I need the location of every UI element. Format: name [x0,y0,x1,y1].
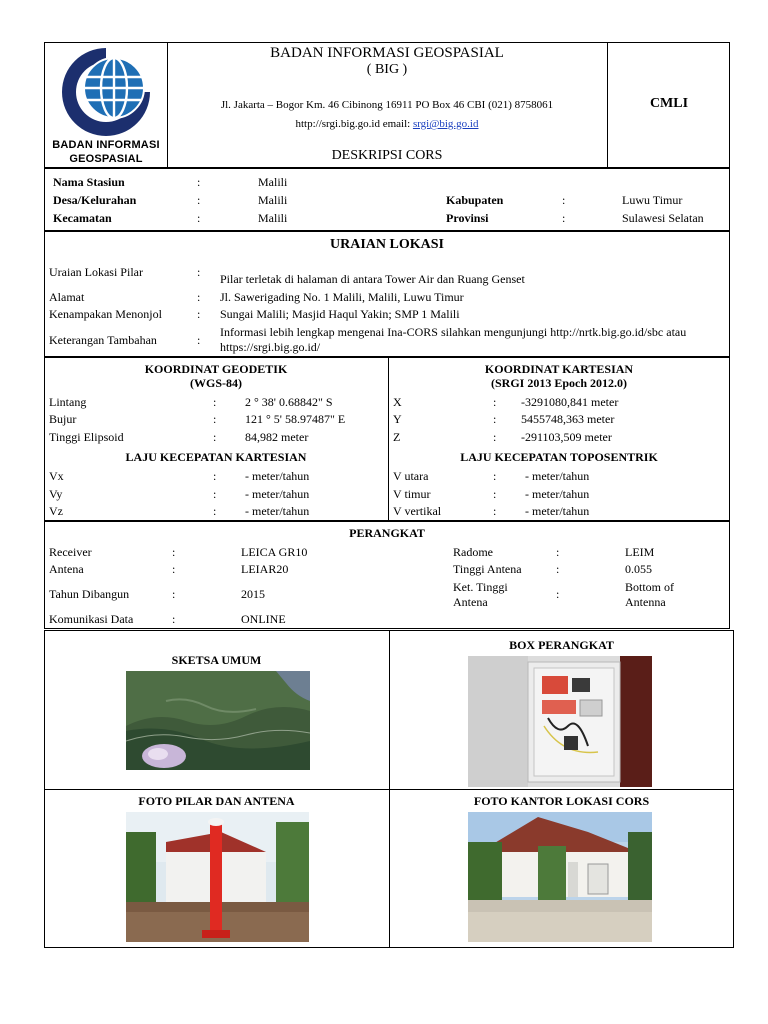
y-label: Y [393,412,402,426]
sep: : [172,587,176,601]
pilar-antena-image [126,812,309,942]
sep: : [197,175,201,189]
ket-tinggi-value-2: Antenna [625,595,666,609]
logo-line-1: BADAN INFORMASI [52,139,160,151]
vz-label: Vz [49,504,63,518]
desa-label: Desa/Kelurahan [53,193,137,207]
radome-value: LEIM [625,545,655,559]
box-title: BOX PERANGKAT [509,638,614,652]
org-name: BADAN INFORMASI GEOSPASIAL [270,45,504,61]
vv-label: V vertikal [393,504,442,518]
lintang-label: Lintang [49,395,87,409]
receiver-value: LEICA GR10 [241,545,308,559]
pilar-title: FOTO PILAR DAN ANTENA [138,794,295,808]
big-logo [48,44,164,166]
geodetik-title-1: KOORDINAT GEODETIK [144,362,288,376]
kenampakan-label: Kenampakan Menonjol [49,307,162,321]
alamat-label: Alamat [49,290,85,304]
prov-label: Provinsi [446,211,489,225]
prov-value: Sulawesi Selatan [622,211,704,225]
x-label: X [393,395,402,409]
bujur-label: Bujur [49,412,77,426]
alamat-value: Jl. Sawerigading No. 1 Malili, Malili, Luwu Timur [220,290,464,304]
vy-value: - meter/tahun [245,487,310,501]
laju-toposentrik-title: LAJU KECEPATAN TOPOSENTRIK [460,450,658,464]
photos-divider-h [44,789,734,790]
vu-value: - meter/tahun [525,469,590,483]
sep: : [556,545,560,559]
z-value: -291103,509 meter [521,430,612,444]
kec-value: Malili [258,211,288,225]
pilar-value: Pilar terletak di halaman di antara Tower Air dan Ruang Genset [220,272,525,286]
pilar-label: Uraian Lokasi Pilar [49,265,143,279]
sep: : [493,504,497,518]
sep: : [493,430,497,444]
tinggi-antena-label: Tinggi Antena [453,562,522,576]
desa-value: Malili [258,193,288,207]
kartesian-title-1: KOORDINAT KARTESIAN [484,362,634,376]
ket-tinggi-value-1: Bottom of [625,580,675,594]
sep: : [213,504,217,518]
laju-kartesian-title: LAJU KECEPATAN KARTESIAN [125,450,307,464]
sep: : [562,193,566,207]
lintang-value: 2 ° 38' 0.68842" S [245,395,333,409]
sep: : [562,211,566,225]
kartesian-title-2: (SRGI 2013 Epoch 2012.0) [490,376,627,390]
z-label: Z [393,430,401,444]
kantor-image [468,812,652,942]
komunikasi-value: ONLINE [241,612,286,626]
perangkat-title: PERANGKAT [349,526,425,540]
org-address: Jl. Jakarta – Bogor Km. 46 Cibinong 16911 PO Box 46 CBI (021) 8758061 [220,99,554,111]
logo-line-2: GEOSPASIAL [69,153,143,165]
kec-label: Kecamatan [53,211,112,225]
lokasi-title: URAIAN LOKASI [330,237,444,252]
vt-label: V timur [393,487,431,501]
sep: : [197,265,201,279]
web-text: http://srgi.big.go.id email: [295,118,413,130]
ket-tinggi-label-1: Ket. Tinggi [453,580,508,594]
radome-label: Radome [453,545,493,559]
sep: : [556,587,560,601]
ket-value-1: Informasi lebih lengkap mengenai Ina-CORS silahkan mengunjungi http://nrtk.big.go.id/sbc atau [220,325,687,339]
sep: : [197,211,201,225]
ket-tinggi-label-2: Antena [453,595,488,609]
sep: : [493,412,497,426]
sep: : [172,562,176,576]
sep: : [493,395,497,409]
globe-icon [48,44,164,138]
sep: : [197,193,201,207]
org-contact [168,117,606,131]
sep: : [197,290,201,304]
tahun-value: 2015 [241,587,265,601]
komunikasi-label: Komunikasi Data [49,612,134,626]
sep: : [213,469,217,483]
sep: : [493,469,497,483]
x-value: -3291080,841 meter [521,395,619,409]
nama-value: Malili [258,175,288,189]
sep: : [213,487,217,501]
sep: : [213,395,217,409]
tinggi-antena-value: 0.055 [625,562,652,576]
vu-label: V utara [393,469,429,483]
kantor-title: FOTO KANTOR LOKASI CORS [473,794,650,808]
vz-value: - meter/tahun [245,504,310,518]
vv-value: - meter/tahun [525,504,590,518]
antena-value: LEIAR20 [241,562,289,576]
y-value: 5455748,363 meter [521,412,615,426]
sep: : [172,545,176,559]
sep: : [213,412,217,426]
ket-value-2: https://srgi.big.go.id/ [220,340,321,354]
station-code: CMLI [649,96,689,111]
sep: : [197,307,201,321]
tinggi-label: Tinggi Elipsoid [49,430,124,444]
nama-label: Nama Stasiun [53,175,125,189]
box-perangkat-image [468,656,652,787]
sep: : [197,333,201,347]
kenampakan-value: Sungai Malili; Masjid Haqul Yakin; SMP 1 Malili [220,307,460,321]
sketsa-title: SKETSA UMUM [171,653,262,667]
sep: : [172,612,176,626]
sep: : [493,487,497,501]
vt-value: - meter/tahun [525,487,590,501]
kab-label: Kabupaten [446,193,504,207]
vx-value: - meter/tahun [245,469,310,483]
geodetik-title-2: (WGS-84) [190,376,242,390]
vx-label: Vx [49,469,64,483]
ket-label: Keterangan Tambahan [49,333,157,347]
receiver-label: Receiver [49,545,92,559]
tahun-label: Tahun Dibangun [49,587,130,601]
kab-value: Luwu Timur [622,193,683,207]
sep: : [213,430,217,444]
org-abbr: ( BIG ) [366,62,408,77]
doc-title: DESKRIPSI CORS [331,148,443,163]
antena-label: Antena [49,562,84,576]
sketsa-map-image [126,671,310,770]
tinggi-value: 84,982 meter [245,430,309,444]
bujur-value: 121 ° 5' 58.97487" E [245,412,346,426]
sep: : [556,562,560,576]
vy-label: Vy [49,487,63,501]
email-link[interactable]: srgi@big.go.id [412,118,479,130]
